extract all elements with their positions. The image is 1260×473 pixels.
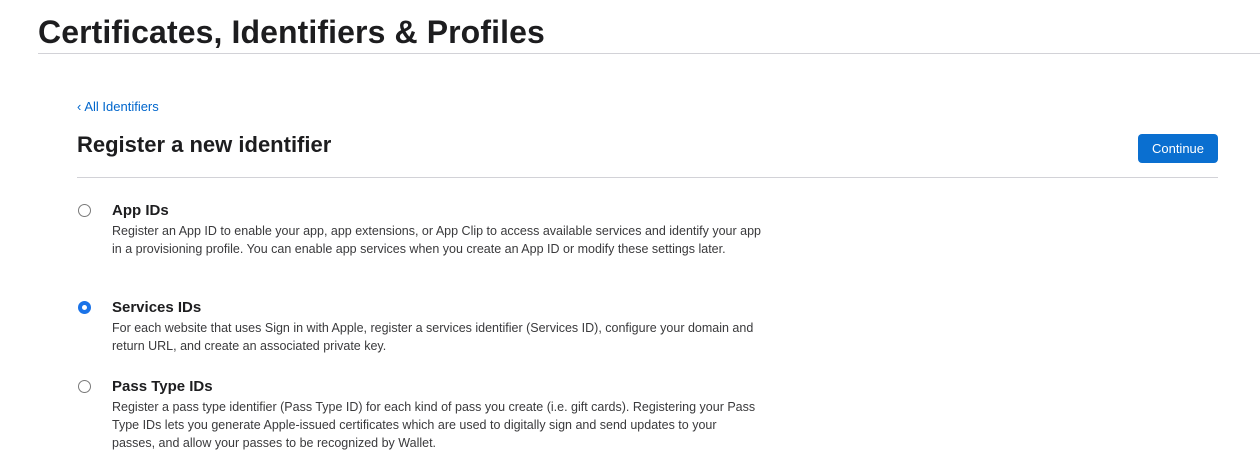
radio-services-ids[interactable] [78, 301, 91, 314]
back-to-all-identifiers-link[interactable] [77, 99, 159, 115]
page-header [38, 12, 1260, 54]
continue-button[interactable]: Continue [1138, 134, 1218, 163]
option-description: For each website that uses Sign in with Apple, register a services identifier (Services ID), configure your domain and return URL, and create an associated private key. [112, 321, 754, 353]
section-title: Register a new identifier [77, 132, 332, 157]
back-link-label: All Identifiers [84, 99, 159, 114]
chevron-left-icon: ‹ [77, 99, 82, 114]
option-title: Pass Type IDs [112, 378, 213, 395]
radio-pass-type-ids[interactable] [78, 380, 91, 393]
option-title: Services IDs [112, 299, 202, 316]
option-description: Register an App ID to enable your app, app extensions, or App Clip to access available services and identify your app in a provisioning profile. You can enable app services when you create an App ID or modify these settings later. [112, 224, 761, 256]
page-title: Certificates, Identifiers & Profiles [38, 14, 545, 50]
option-description: Register a pass type identifier (Pass Type ID) for each kind of pass you create (i.e. gift cards). Registering your Pass Type IDs lets you generate Apple-issued certificates which are used to digitally sign and send updates to your passes, and allow your passes to be recognized by Wallet. [112, 400, 756, 450]
option-title: App IDs [112, 202, 169, 219]
radio-app-ids[interactable] [78, 204, 91, 217]
section-header [77, 130, 1218, 178]
